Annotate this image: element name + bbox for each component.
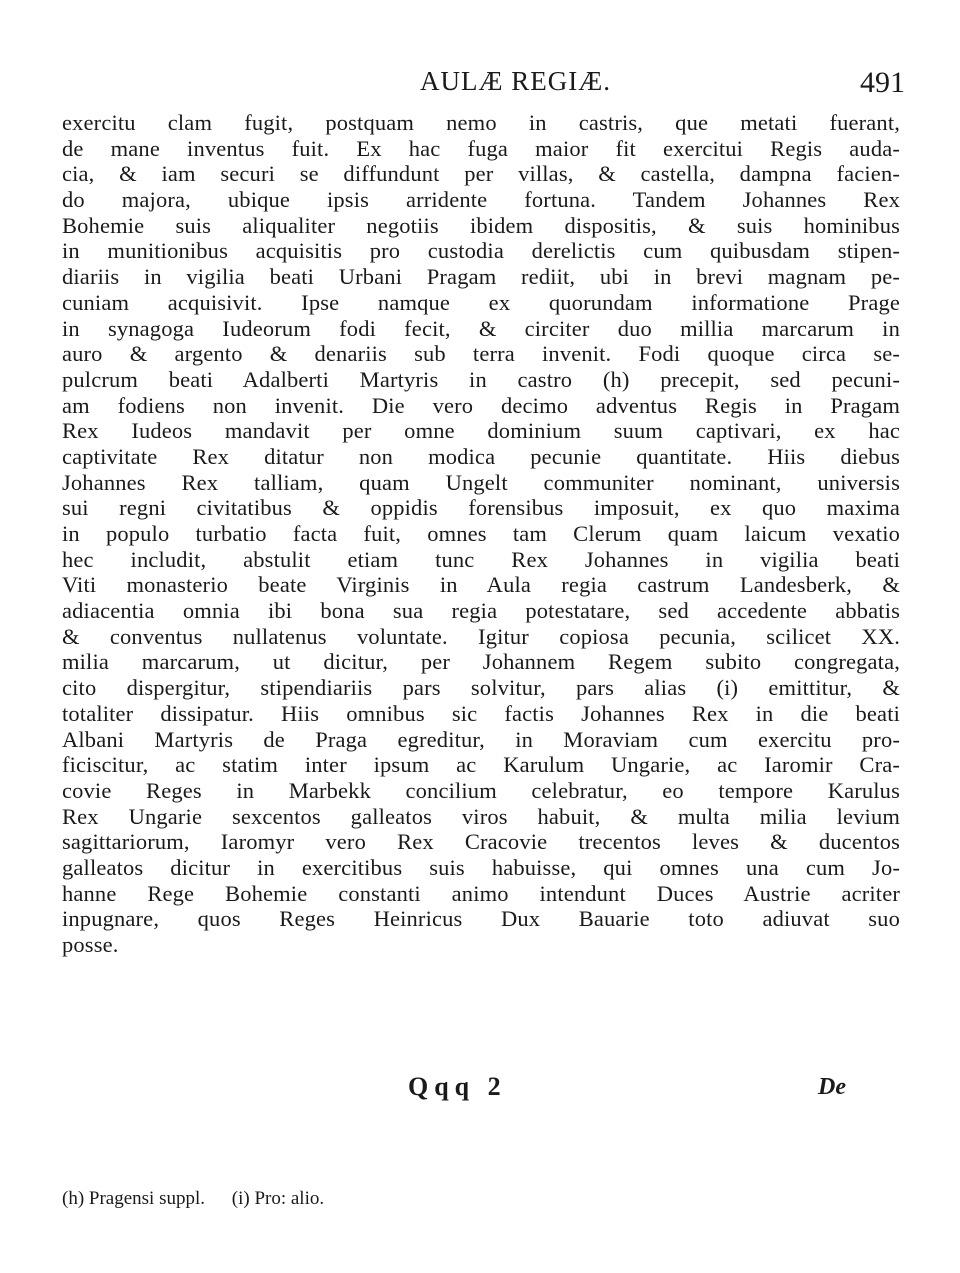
text-line: totaliter dissipatur. Hiis omnibus sic factis Johannes Rex in die beati xyxy=(62,700,900,726)
text-line: milia marcarum, ut dicitur, per Johannem Regem subito congregata, xyxy=(62,649,900,675)
page-number: 491 xyxy=(860,66,905,99)
text-line: exercitu clam fugit, postquam nemo in castris, que metati fuerant, xyxy=(62,110,900,135)
text-line: inpugnare, quos Reges Heinricus Dux Bauarie toto adiuvat suo xyxy=(62,906,900,932)
text-line: Rex Ungarie sexcentos galleatos viros habuit, & multa milia levium xyxy=(62,803,900,829)
signature-mark: Qqq 2 xyxy=(408,1072,507,1101)
text-line: Bohemie suis aliqualiter negotiis ibidem dispositis, & suis hominibus xyxy=(62,212,900,238)
text-line: de mane inventus fuit. Ex hac fuga maior fit exercitui Regis auda- xyxy=(62,135,900,161)
text-line: diariis in vigilia beati Urbani Pragam rediit, ubi in brevi magnam pe- xyxy=(62,264,900,290)
text-line: in populo turbatio facta fuit, omnes tam Clerum quam laicum vexatio xyxy=(62,521,900,546)
text-line: Viti monasterio beate Virginis in Aula regia castrum Landesberk, & xyxy=(62,572,900,598)
signature-row xyxy=(0,1072,960,1108)
body-text xyxy=(62,110,900,958)
text-line: cito dispergitur, stipendiariis pars solvitur, pars alias (i) emittitur, & xyxy=(62,675,900,701)
text-line: Rex Iudeos mandavit per omne dominium suum captivari, ex hac xyxy=(62,418,900,444)
text-line: auro & argento & denariis sub terra invenit. Fodi quoque circa se- xyxy=(62,341,900,367)
text-line: cuniam acquisivit. Ipse namque ex quorundam informatione Prage xyxy=(62,289,900,315)
text-line: & conventus nullatenus voluntate. Igitur copiosa pecunia, scilicet XX. xyxy=(62,623,900,649)
text-line: sagittariorum, Iaromyr vero Rex Cracovie trecentos leves & ducentos xyxy=(62,829,900,855)
text-line: cia, & iam securi se diffundunt per villas, & castella, dampna facien- xyxy=(62,161,900,187)
page-header xyxy=(0,62,960,102)
text-line: posse. xyxy=(62,932,119,957)
catchword: De xyxy=(818,1074,846,1100)
text-line: am fodiens non invenit. Die vero decimo adventus Regis in Pragam xyxy=(62,392,900,418)
text-line: pulcrum beati Adalberti Martyris in castro (h) precepit, sed pecuni- xyxy=(62,366,900,392)
footnote-i: (i) Pro: alio. xyxy=(231,1188,325,1209)
footnotes xyxy=(62,1188,900,1210)
text-line: in synagoga Iudeorum fodi fecit, & circiter duo millia marcarum in xyxy=(62,315,900,341)
text-line: covie Reges in Marbekk concilium celebratur, eo tempore Karulus xyxy=(62,777,900,803)
text-line: do majora, ubique ipsis arridente fortuna. Tandem Johannes Rex xyxy=(62,187,900,213)
text-line: Albani Martyris de Praga egreditur, in Moraviam cum exercitu pro- xyxy=(62,726,900,752)
text-line: hanne Rege Bohemie constanti animo intendunt Duces Austrie acriter xyxy=(62,880,900,906)
footnote-h: (h) Pragensi suppl. xyxy=(62,1188,206,1209)
text-line: sui regni civitatibus & oppidis forensibus imposuit, ex quo maxima xyxy=(62,495,900,521)
running-head: AULÆ REGIÆ. xyxy=(420,66,611,96)
text-line: hec includit, abstulit etiam tunc Rex Johannes in vigilia beati xyxy=(62,546,900,572)
text-line: ficiscitur, ac statim inter ipsum ac Karulum Ungarie, ac Iaromir Cra- xyxy=(62,752,900,778)
text-line: adiacentia omnia ibi bona sua regia potestatare, sed accedente abbatis xyxy=(62,598,900,624)
text-line: galleatos dicitur in exercitibus suis habuisse, qui omnes una cum Jo- xyxy=(62,854,900,880)
text-line: captivitate Rex ditatur non modica pecunie quantitate. Hiis diebus xyxy=(62,443,900,469)
text-line: in munitionibus acquisitis pro custodia derelictis cum quibusdam stipen- xyxy=(62,238,900,264)
text-line: Johannes Rex talliam, quam Ungelt communiter nominant, universis xyxy=(62,469,900,495)
